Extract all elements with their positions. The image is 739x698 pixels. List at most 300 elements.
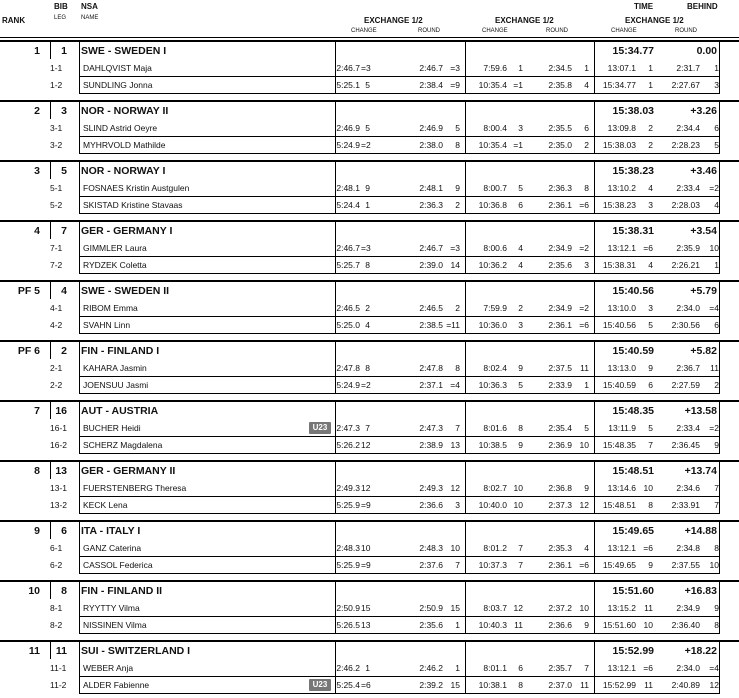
split-c3: 15:34.77 <box>602 80 636 90</box>
leg-number: 7-1 <box>50 243 63 253</box>
team-bib: 8 <box>61 585 67 597</box>
split-c2r: 7 <box>518 543 523 553</box>
athlete-name: FOSNAES Kristin Austgulen <box>83 183 190 193</box>
leg-underline <box>335 393 465 394</box>
split-r3r: 2 <box>714 380 719 390</box>
team-rank: 9 <box>34 525 40 537</box>
split-c1: 5:24.4 <box>336 200 360 210</box>
split-c3: 13:12.1 <box>607 243 636 253</box>
split-c1: 2:47.8 <box>336 363 360 373</box>
team-row <box>0 100 739 121</box>
split-c3r: 11 <box>644 603 653 613</box>
team-rank: 3 <box>34 165 40 177</box>
split-r1: 2:36.6 <box>419 500 443 510</box>
split-r3: 2:33.91 <box>671 500 700 510</box>
team-time: 15:52.99 <box>612 645 654 657</box>
split-c3r: 6 <box>648 380 653 390</box>
split-c2r: 2 <box>518 303 523 313</box>
split-c3: 15:40.59 <box>602 380 636 390</box>
split-c1: 2:50.9 <box>336 603 360 613</box>
leg-underline <box>79 273 335 274</box>
split-c3r: 8 <box>648 500 653 510</box>
team-rank: 10 <box>28 585 40 597</box>
split-r2: 2:36.8 <box>548 483 572 493</box>
change-3-header: CHANGE <box>611 28 637 34</box>
leg-number: 5-2 <box>50 200 63 210</box>
team-name: SWE - SWEDEN II <box>81 285 170 297</box>
exchange-1-header: EXCHANGE 1/2 <box>364 16 423 25</box>
team-row <box>0 220 739 241</box>
team-behind: +3.26 <box>690 105 717 117</box>
split-r2r: 9 <box>584 483 589 493</box>
split-c1r: =9 <box>361 500 371 510</box>
leg-underline <box>594 393 719 394</box>
team-rank: 11 <box>28 645 40 657</box>
split-c1r: 8 <box>365 363 370 373</box>
athlete-name: SUNDLING Jonna <box>83 80 153 90</box>
leg-underline <box>335 213 465 214</box>
split-c1: 2:47.3 <box>336 423 360 433</box>
split-c1r: 13 <box>361 620 371 630</box>
split-c1: 5:25.4 <box>336 680 360 690</box>
split-r3: 2:34.0 <box>676 303 700 313</box>
team-row <box>0 640 739 661</box>
leg-underline <box>594 153 719 154</box>
leg-row <box>0 300 739 317</box>
leg-underline <box>79 93 335 94</box>
split-r3: 2:37.55 <box>671 560 700 570</box>
split-r2r: 9 <box>584 620 589 630</box>
split-c2: 8:02.7 <box>483 483 507 493</box>
team-time: 15:38.03 <box>612 105 654 117</box>
team-bib: 2 <box>61 345 67 357</box>
split-c2: 10:36.0 <box>478 320 507 330</box>
leg-underline <box>79 453 335 454</box>
leg-row <box>0 377 739 394</box>
split-c1: 2:46.2 <box>336 663 360 673</box>
split-c3: 13:15.2 <box>607 603 636 613</box>
split-r2r: 2 <box>584 140 589 150</box>
leg-underline <box>465 693 594 694</box>
leg-number: 3-1 <box>50 123 63 133</box>
split-c2r: 4 <box>518 260 523 270</box>
split-r3r: 9 <box>714 440 719 450</box>
split-r3r: 7 <box>714 500 719 510</box>
split-c2r: 3 <box>518 320 523 330</box>
team-rank: 4 <box>34 225 40 237</box>
split-c1: 5:25.9 <box>336 560 360 570</box>
split-c1r: =2 <box>361 380 371 390</box>
split-r1r: 13 <box>450 440 460 450</box>
team-name: GER - GERMANY I <box>81 225 173 237</box>
bib-header: BIB <box>54 2 68 11</box>
split-c1r: =6 <box>361 680 371 690</box>
leg-underline <box>465 633 594 634</box>
leg-row <box>0 180 739 197</box>
athlete-name: GANZ Caterina <box>83 543 142 553</box>
split-c1r: 15 <box>361 603 371 613</box>
split-c1: 5:25.9 <box>336 500 360 510</box>
team-bib: 11 <box>55 645 67 657</box>
split-r3r: =2 <box>709 183 719 193</box>
split-c2: 8:01.2 <box>483 543 507 553</box>
header-divider <box>0 37 739 38</box>
split-c2: 8:03.7 <box>483 603 507 613</box>
split-r3: 2:36.40 <box>671 620 700 630</box>
leg-row <box>0 77 739 94</box>
split-r2r: 1 <box>584 380 589 390</box>
split-c3r: 2 <box>648 140 653 150</box>
leg-header: LEG <box>54 15 67 21</box>
split-r3: 2:34.9 <box>676 603 700 613</box>
team-behind: 0.00 <box>696 45 717 57</box>
name-header: NAME <box>81 15 99 21</box>
team-behind: +18.22 <box>684 645 717 657</box>
split-r3r: 4 <box>714 200 719 210</box>
team-time: 15:38.23 <box>612 165 654 177</box>
split-r2r: 11 <box>580 363 589 373</box>
split-r3r: 12 <box>709 680 719 690</box>
split-r2: 2:36.3 <box>548 183 572 193</box>
athlete-name: CASSOL Federica <box>83 560 153 570</box>
split-r1: 2:46.5 <box>419 303 443 313</box>
split-r3r: 9 <box>714 603 719 613</box>
rank-header: RANK <box>2 16 26 25</box>
split-r1: 2:39.2 <box>419 680 443 690</box>
team-rank: 2 <box>34 105 40 117</box>
leg-underline <box>335 453 465 454</box>
split-c2r: =1 <box>513 80 523 90</box>
split-r1: 2:48.3 <box>419 543 443 553</box>
split-c3r: 4 <box>648 183 653 193</box>
split-c2: 10:40.0 <box>478 500 507 510</box>
split-c3: 13:10.0 <box>607 303 636 313</box>
team-time: 15:40.56 <box>612 285 654 297</box>
split-c1: 2:46.7 <box>336 63 360 73</box>
split-c2: 7:59.9 <box>483 303 507 313</box>
leg-row <box>0 137 739 154</box>
split-c1: 2:49.3 <box>336 483 360 493</box>
split-c2r: 7 <box>518 560 523 570</box>
split-r1r: 9 <box>455 183 460 193</box>
leg-underline <box>594 93 719 94</box>
split-r1r: 7 <box>455 423 460 433</box>
split-r1: 2:46.7 <box>419 243 443 253</box>
team-block <box>0 220 739 278</box>
team-time: 15:38.31 <box>612 225 654 237</box>
split-r1: 2:48.1 <box>419 183 443 193</box>
split-c3r: 2 <box>648 123 653 133</box>
leg-number: 13-2 <box>50 500 68 510</box>
split-c1r: =3 <box>361 63 371 73</box>
split-r1r: 5 <box>455 123 460 133</box>
split-r1r: 1 <box>455 663 460 673</box>
leg-number: 6-1 <box>50 543 63 553</box>
team-behind: +14.88 <box>684 525 717 537</box>
split-r2: 2:36.6 <box>548 620 572 630</box>
split-r1: 2:50.9 <box>419 603 443 613</box>
team-row <box>0 580 739 601</box>
leg-number: 7-2 <box>50 260 63 270</box>
split-c1r: 12 <box>361 483 371 493</box>
split-c3r: 5 <box>648 320 653 330</box>
team-time: 15:51.60 <box>612 585 654 597</box>
split-c3: 15:38.31 <box>602 260 636 270</box>
team-block <box>0 280 739 338</box>
team-behind: +3.54 <box>690 225 717 237</box>
split-c3r: 5 <box>648 423 653 433</box>
team-name: ITA - ITALY I <box>81 525 141 537</box>
team-time: 15:48.35 <box>612 405 654 417</box>
split-c1r: =2 <box>361 140 371 150</box>
leg-row <box>0 420 739 437</box>
leg-number: 16-2 <box>50 440 68 450</box>
split-c1r: 7 <box>365 423 370 433</box>
behind-header: BEHIND <box>687 2 718 11</box>
athlete-name: ALDER Fabienne <box>83 680 150 690</box>
split-r2: 2:35.3 <box>548 543 572 553</box>
athlete-name: GIMMLER Laura <box>83 243 147 253</box>
split-r1: 2:35.6 <box>419 620 443 630</box>
split-c2r: 10 <box>513 500 523 510</box>
athlete-name: RYDZEK Coletta <box>83 260 147 270</box>
split-c2: 7:59.6 <box>483 63 507 73</box>
leg-underline <box>465 213 594 214</box>
leg-underline <box>335 573 465 574</box>
split-c1r: 5 <box>365 123 370 133</box>
team-name: NOR - NORWAY I <box>81 165 166 177</box>
split-c1r: 1 <box>365 200 370 210</box>
team-time: 15:49.65 <box>612 525 654 537</box>
leg-row <box>0 480 739 497</box>
round-2-header: ROUND <box>546 28 568 34</box>
leg-underline <box>335 93 465 94</box>
split-r2r: 12 <box>579 500 589 510</box>
split-r3r: =4 <box>709 303 719 313</box>
split-c3r: 11 <box>644 680 653 690</box>
split-r2: 2:33.9 <box>548 380 572 390</box>
athlete-name: DAHLQVIST Maja <box>83 63 152 73</box>
athlete-name: SKISTAD Kristine Stavaas <box>83 200 183 210</box>
split-c1: 2:48.3 <box>336 543 360 553</box>
split-c3: 13:11.9 <box>608 423 636 433</box>
leg-number: 11-2 <box>50 680 67 690</box>
leg-number: 16-1 <box>50 423 68 433</box>
split-r2: 2:36.9 <box>548 440 572 450</box>
split-c2: 8:00.4 <box>483 123 507 133</box>
split-r2: 2:35.7 <box>548 663 572 673</box>
split-c2r: 1 <box>518 63 523 73</box>
leg-underline <box>335 333 465 334</box>
split-r2: 2:37.3 <box>548 500 572 510</box>
split-r2r: 3 <box>584 260 589 270</box>
team-rank: PF 5 <box>17 285 40 297</box>
split-c3r: =6 <box>643 663 653 673</box>
split-r1r: =3 <box>450 63 460 73</box>
split-r2r: 8 <box>584 183 589 193</box>
team-time: 15:34.77 <box>612 45 654 57</box>
leg-row <box>0 437 739 454</box>
split-r3: 2:36.45 <box>671 440 700 450</box>
split-r2: 2:34.5 <box>548 63 572 73</box>
team-bib: 4 <box>61 285 67 297</box>
split-c3r: 1 <box>648 80 653 90</box>
split-r3r: 3 <box>714 80 719 90</box>
team-bib: 13 <box>55 465 67 477</box>
split-r2: 2:35.0 <box>548 140 572 150</box>
team-name: AUT - AUSTRIA <box>81 405 159 417</box>
split-c3: 13:07.1 <box>607 63 636 73</box>
split-r2r: 10 <box>579 440 589 450</box>
split-c2r: 11 <box>514 620 523 630</box>
split-r1r: =11 <box>446 320 460 330</box>
exchange-3-header: EXCHANGE 1/2 <box>625 16 684 25</box>
split-c1r: =3 <box>361 243 371 253</box>
split-c1r: 9 <box>365 183 370 193</box>
split-r1: 2:46.7 <box>419 63 443 73</box>
split-r2r: 5 <box>584 423 589 433</box>
split-r1: 2:46.9 <box>419 123 443 133</box>
split-r2: 2:35.5 <box>548 123 572 133</box>
leg-number: 1-1 <box>50 63 63 73</box>
leg-underline <box>465 453 594 454</box>
leg-underline <box>465 573 594 574</box>
split-r3r: 7 <box>714 483 719 493</box>
leg-row <box>0 60 739 77</box>
leg-underline <box>465 513 594 514</box>
exchange-2-header: EXCHANGE 1/2 <box>495 16 554 25</box>
split-c2r: 10 <box>513 483 523 493</box>
leg-underline <box>79 693 335 694</box>
split-c3r: 9 <box>648 560 653 570</box>
team-behind: +16.83 <box>684 585 717 597</box>
leg-row <box>0 497 739 514</box>
split-c1r: 12 <box>361 440 371 450</box>
round-1-header: ROUND <box>418 28 440 34</box>
team-time: 15:40.59 <box>612 345 654 357</box>
leg-underline <box>79 573 335 574</box>
split-c1: 5:26.5 <box>336 620 360 630</box>
split-r3: 2:33.4 <box>676 183 700 193</box>
athlete-name: BUCHER Heidi <box>83 423 141 433</box>
split-r2: 2:35.8 <box>548 80 572 90</box>
split-c3: 13:12.1 <box>607 663 636 673</box>
split-r2r: 10 <box>579 603 589 613</box>
team-bib: 16 <box>55 405 67 417</box>
team-name: SWE - SWEDEN I <box>81 45 167 57</box>
split-c2: 10:35.4 <box>478 80 507 90</box>
split-c1r: 8 <box>365 260 370 270</box>
athlete-name: RIBOM Emma <box>83 303 138 313</box>
split-r2r: 4 <box>584 543 589 553</box>
split-c2r: 5 <box>518 380 523 390</box>
team-block <box>0 160 739 218</box>
split-r1r: 8 <box>455 363 460 373</box>
split-c3: 15:51.60 <box>602 620 636 630</box>
split-c3r: =6 <box>643 543 653 553</box>
split-c3: 13:09.8 <box>607 123 636 133</box>
split-r3r: =2 <box>709 423 719 433</box>
split-r3r: 11 <box>710 363 719 373</box>
split-c3r: 10 <box>643 483 653 493</box>
split-r2: 2:35.4 <box>548 423 572 433</box>
split-r3r: 5 <box>714 140 719 150</box>
split-r1r: 10 <box>450 543 460 553</box>
split-r2r: 11 <box>580 680 589 690</box>
athlete-name: SLIND Astrid Oeyre <box>83 123 158 133</box>
athlete-name: SCHERZ Magdalena <box>83 440 163 450</box>
athlete-name: RYYTTY Vilma <box>83 603 140 613</box>
split-r1r: =4 <box>450 380 460 390</box>
split-r3r: =4 <box>709 663 719 673</box>
split-r1: 2:39.0 <box>419 260 443 270</box>
split-c2: 8:01.6 <box>483 423 507 433</box>
split-r1: 2:38.5 <box>419 320 443 330</box>
leg-underline <box>335 633 465 634</box>
split-r1r: 7 <box>455 560 460 570</box>
leg-underline <box>79 333 335 334</box>
change-2-header: CHANGE <box>482 28 508 34</box>
team-bib: 7 <box>61 225 67 237</box>
leg-number: 8-1 <box>50 603 63 613</box>
team-row <box>0 280 739 301</box>
split-r2: 2:37.0 <box>548 680 572 690</box>
leg-underline <box>79 153 335 154</box>
leg-underline <box>79 633 335 634</box>
split-r2: 2:36.1 <box>548 200 572 210</box>
split-r1: 2:46.2 <box>419 663 443 673</box>
leg-number: 2-1 <box>50 363 63 373</box>
split-c1r: 1 <box>365 663 370 673</box>
leg-row <box>0 557 739 574</box>
split-c3r: 3 <box>648 303 653 313</box>
split-r3: 2:27.67 <box>671 80 700 90</box>
split-c1r: 4 <box>365 320 370 330</box>
team-row <box>0 460 739 481</box>
split-c2r: 6 <box>518 663 523 673</box>
split-r3: 2:34.8 <box>676 543 700 553</box>
split-r3: 2:40.89 <box>671 680 700 690</box>
leg-number: 6-2 <box>50 560 63 570</box>
leg-underline <box>465 333 594 334</box>
team-rank: 7 <box>34 405 40 417</box>
split-r2: 2:36.1 <box>548 560 572 570</box>
team-behind: +5.82 <box>690 345 717 357</box>
split-c3: 15:48.51 <box>602 500 636 510</box>
split-r3: 2:28.03 <box>671 200 700 210</box>
team-bib: 1 <box>61 45 67 57</box>
leg-number: 4-2 <box>50 320 63 330</box>
split-r1r: 3 <box>455 500 460 510</box>
split-c2: 10:38.1 <box>478 680 507 690</box>
split-r2: 2:35.6 <box>548 260 572 270</box>
athlete-name: FUERSTENBERG Theresa <box>83 483 187 493</box>
leg-underline <box>465 93 594 94</box>
split-c1: 5:24.9 <box>336 140 360 150</box>
leg-underline <box>594 213 719 214</box>
leg-row <box>0 617 739 634</box>
split-c3r: =6 <box>643 243 653 253</box>
split-r1r: 14 <box>450 260 460 270</box>
leg-underline <box>594 693 719 694</box>
leg-number: 4-1 <box>50 303 63 313</box>
team-block <box>0 400 739 458</box>
split-c3: 15:52.99 <box>602 680 636 690</box>
athlete-name: JOENSUU Jasmi <box>83 380 149 390</box>
team-row <box>0 340 739 361</box>
athlete-name: NISSINEN Vilma <box>83 620 147 630</box>
split-c2: 8:00.7 <box>483 183 507 193</box>
